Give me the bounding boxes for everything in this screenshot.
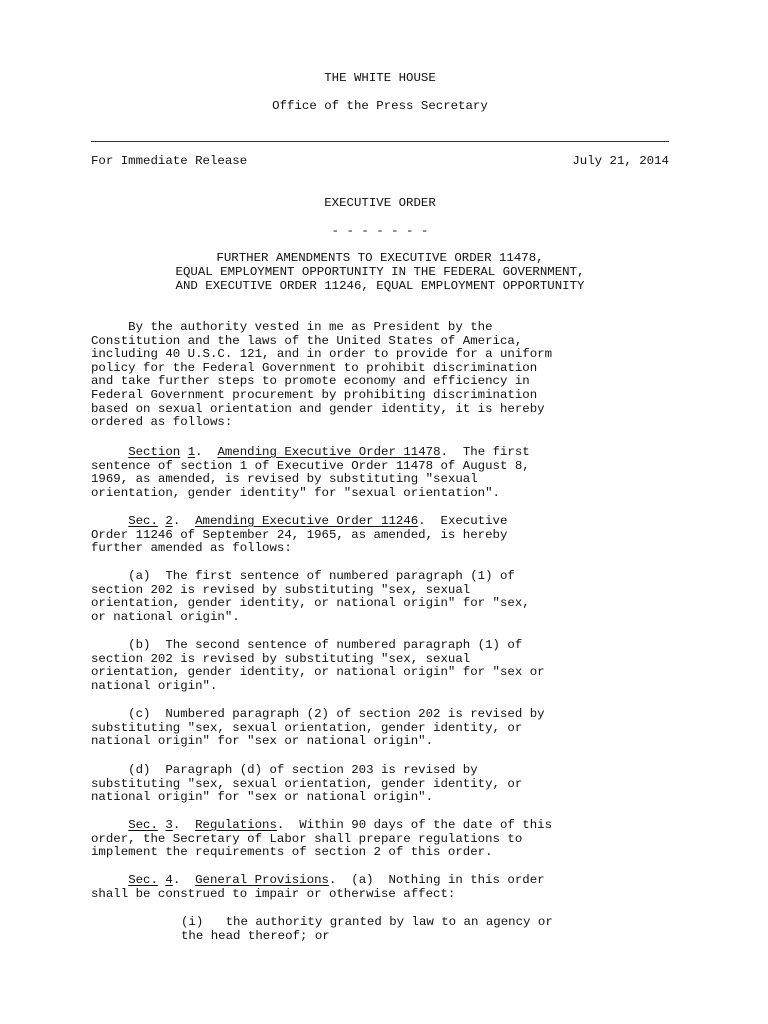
release-row	[91, 155, 669, 169]
order-dashes: - - - - - - -	[331, 224, 429, 238]
text-line: (i) the authority granted by law to an agency or	[181, 915, 553, 929]
order-title-line: FURTHER AMENDMENTS TO EXECUTIVE ORDER 11478,	[216, 251, 544, 265]
text-line: including 40 U.S.C. 121, and in order to provide for a uniform	[91, 347, 553, 362]
text-line: and take further steps to promote economy and efficiency in	[91, 374, 530, 389]
text-line: or national origin".	[91, 609, 240, 624]
text-line: orientation, gender identity, or national origin" for "sex or	[91, 665, 545, 680]
section-2-d	[91, 764, 681, 805]
text-line: based on sexual orientation and gender identity, it is hereby	[91, 401, 545, 416]
text-line: (d) Paragraph (d) of section 203 is revised by	[91, 763, 478, 777]
text-line: national origin" for "sex or national origin".	[91, 734, 434, 749]
section-text: . Within 90 days of the date of this	[276, 818, 553, 832]
section-2-c	[91, 708, 681, 749]
section-4-first-line: Sec. 4. General Provisions. (a) Nothing in this order	[91, 874, 681, 888]
header-rule	[91, 141, 669, 142]
section-label: Sec.	[128, 514, 158, 528]
text-line: the head thereof; or	[181, 928, 330, 943]
text-line: policy for the Federal Government to prohibit discrimination	[91, 360, 538, 375]
section-label: Section	[128, 445, 181, 459]
text-line: substituting "sex, sexual orientation, gender identity, or	[91, 720, 523, 735]
section-1-first-line: Section 1. Amending Executive Order 11478. The first	[91, 446, 681, 460]
indent	[91, 514, 128, 528]
text-line: Federal Government procurement by prohibiting discrimination	[91, 387, 538, 402]
text-line: (c) Numbered paragraph (2) of section 202 is revised by	[91, 707, 545, 721]
text-line: national origin" for "sex or national origin".	[91, 790, 434, 805]
office-title: THE WHITE HOUSE	[324, 71, 436, 85]
section-label: Sec.	[128, 873, 158, 887]
order-title-line: AND EXECUTIVE ORDER 11246, EQUAL EMPLOYMENT OPPORTUNITY	[175, 279, 585, 293]
section-text: . (a) Nothing in this order	[328, 873, 545, 887]
text-line: Order 11246 of September 24, 1965, as amended, is hereby	[91, 527, 508, 542]
section-4	[91, 874, 681, 901]
section-4-a-i	[181, 916, 681, 943]
office-subtitle: Office of the Press Secretary	[272, 99, 488, 113]
section-title: Amending Executive Order 11246	[195, 514, 419, 528]
section-2-first-line: Sec. 2. Amending Executive Order 11246. Executive	[91, 515, 681, 529]
section-3	[91, 819, 681, 860]
text-line: 1969, as amended, is revised by substituting "sexual	[91, 472, 478, 487]
text-line: sentence of section 1 of Executive Order 11478 of August 8,	[91, 458, 530, 473]
order-title-line: EQUAL EMPLOYMENT OPPORTUNITY IN THE FEDERAL GOVERNMENT,	[175, 265, 585, 279]
preamble-paragraph	[91, 321, 681, 430]
text-line: substituting "sex, sexual orientation, gender identity, or	[91, 776, 523, 791]
text-line: Constitution and the laws of the United States of America,	[91, 333, 523, 348]
text-line: (b) The second sentence of numbered paragraph (1) of	[91, 638, 523, 652]
section-2-b	[91, 639, 681, 693]
order-heading: EXECUTIVE ORDER	[324, 196, 436, 210]
section-text: . Executive	[418, 514, 508, 528]
text-line: national origin".	[91, 678, 218, 693]
section-3-first-line: Sec. 3. Regulations. Within 90 days of the date of this	[91, 819, 681, 833]
section-1	[91, 446, 681, 500]
text-line: (a) The first sentence of numbered paragraph (1) of	[91, 569, 515, 583]
text-line: further amended as follows:	[91, 541, 292, 556]
indent	[91, 445, 128, 459]
text-line: By the authority vested in me as President by the	[91, 320, 493, 334]
indent	[91, 818, 128, 832]
text-line: section 202 is revised by substituting "sex, sexual	[91, 651, 471, 666]
section-label: Sec.	[128, 818, 158, 832]
section-2-a	[91, 570, 681, 624]
section-title: Amending Executive Order 11478	[217, 445, 441, 459]
indent	[91, 873, 128, 887]
section-number: 4	[165, 873, 173, 887]
section-2	[91, 515, 681, 556]
text-line: orientation, gender identity, or national origin" for "sex,	[91, 596, 530, 611]
section-text: . The first	[440, 445, 530, 459]
release-date: July 21, 2014	[572, 154, 669, 168]
text-line: shall be construed to impair or otherwise affect:	[91, 886, 456, 901]
text-line: section 202 is revised by substituting "sex, sexual	[91, 582, 471, 597]
section-number: 1	[187, 445, 196, 459]
section-title: Regulations	[195, 818, 277, 832]
text-line: implement the requirements of section 2 of this order.	[91, 845, 493, 860]
section-number: 3	[165, 818, 173, 832]
text-line: order, the Secretary of Labor shall prepare regulations to	[91, 831, 523, 846]
section-number: 2	[165, 514, 173, 528]
text-line: ordered as follows:	[91, 415, 233, 430]
release-label: For Immediate Release	[91, 154, 248, 168]
text-line: orientation, gender identity" for "sexual orientation".	[91, 485, 500, 500]
section-title: General Provisions	[195, 873, 329, 887]
